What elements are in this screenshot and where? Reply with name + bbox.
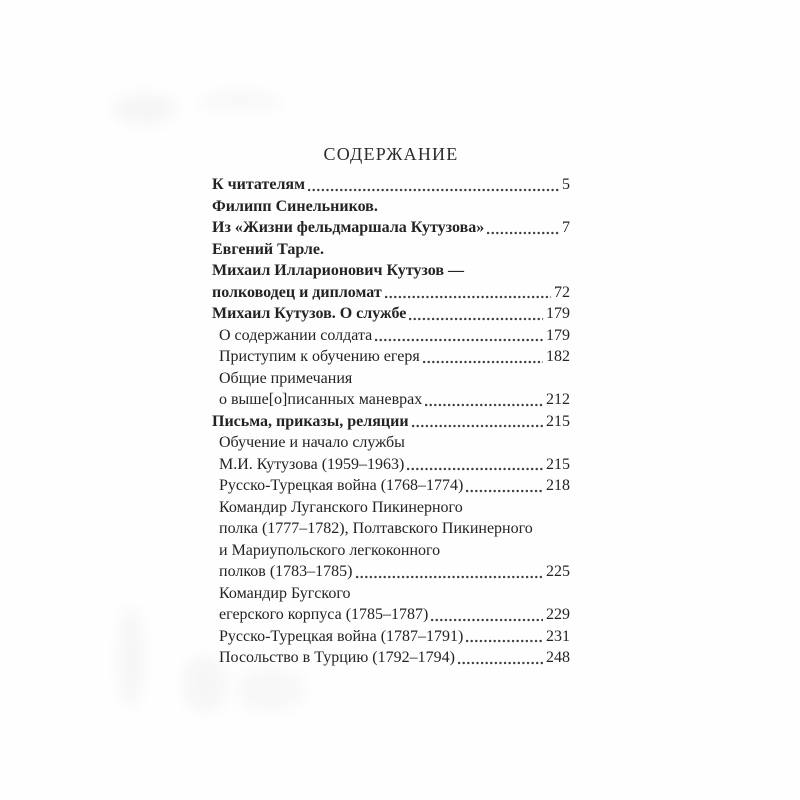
toc-entry-page-number: 212 [546,391,570,408]
dot-leader [375,339,543,342]
toc-entry [212,475,570,497]
toc-entry-page-number: 229 [546,606,570,623]
toc-entry-page-number: 7 [562,219,570,236]
toc-entry [212,454,570,476]
toc-entry-page-number: 248 [546,649,570,666]
toc-entry-label: Евгений Тарле. [212,240,324,258]
toc-entry-label: Командир Луганского Пикинерного [219,498,463,516]
toc-title: СОДЕРЖАНИЕ [323,144,459,164]
toc-entry [212,411,570,433]
dot-leader [466,489,543,492]
toc-entry [212,303,570,325]
toc-entry [212,626,570,648]
toc-entry-page-number: 72 [554,283,570,301]
toc-entry [212,497,570,519]
toc-entry-label: К читателям [212,176,305,193]
toc-entry [212,432,570,454]
toc-entry-label: и Мариупольского легкоконного [219,541,441,559]
dot-leader [466,640,543,643]
toc-entry-label: полководец и дипломат [212,283,382,301]
toc-entry-list [212,174,570,669]
toc-entry [212,389,570,411]
dot-leader [423,360,543,363]
toc-entry [212,217,570,239]
toc-entry-page-number: 182 [546,348,570,365]
toc-entry-label: О содержании солдата [219,326,373,344]
dot-leader [308,188,559,191]
toc-entry [212,260,570,282]
dot-leader [425,403,543,406]
dot-leader [407,468,543,471]
toc-entry-label: Михаил Илларионович Кутузов — [212,262,464,279]
toc-entry-label: Письма, приказы, реляции [212,412,409,430]
scan-smudge [196,92,284,110]
dot-leader [385,296,551,299]
toc-entry-label: Общие примечания [219,369,353,387]
toc-entry [212,346,570,368]
toc-entry-page-number: 225 [546,563,570,580]
toc-entry-label: полка (1777–1782), Полтавского Пикинерного [219,520,533,537]
scan-smudge [236,668,306,712]
table-of-contents [212,144,570,669]
toc-entry-page-number: 215 [546,455,570,473]
toc-entry [212,368,570,390]
toc-entry [212,540,570,562]
toc-entry-label: Командир Бугского [219,584,351,602]
toc-entry-label: Обучение и начало службы [219,434,405,451]
toc-entry [212,583,570,605]
dot-leader [356,575,543,578]
dot-leader [412,425,543,428]
toc-entry-page-number: 218 [546,477,570,494]
toc-entry-label: егерского корпуса (1785–1787) [219,606,429,623]
toc-entry-label: Русско-Турецкая война (1768–1774) [219,477,464,494]
toc-entry-label: Филипп Синельников. [212,197,378,215]
dot-leader [458,661,543,664]
toc-entry-label: Посольство в Турцию (1792–1794) [219,649,455,666]
toc-entry [212,325,570,347]
toc-entry [212,239,570,261]
toc-entry-label: Из «Жизни фельдмаршала Кутузова» [212,219,485,236]
dot-leader [487,231,559,234]
toc-entry [212,604,570,626]
toc-entry-page-number: 215 [546,412,570,430]
toc-entry-label: полков (1783–1785) [219,563,353,580]
scan-smudge [118,608,144,708]
scan-smudge [113,94,177,124]
toc-entry-label: Приступим к обучению егеря [219,348,420,365]
toc-entry-page-number: 179 [546,326,570,344]
toc-entry-page-number: 179 [546,305,570,322]
toc-entry-label: М.И. Кутузова (1959–1963) [219,455,405,473]
toc-entry [212,647,570,669]
toc-entry [212,518,570,540]
toc-entry-label: Михаил Кутузов. О службе [212,305,407,322]
toc-entry [212,282,570,304]
toc-entry-page-number: 5 [562,176,570,193]
dot-leader [409,317,543,320]
toc-entry [212,561,570,583]
toc-entry-page-number: 231 [546,627,570,645]
toc-entry-label: Русско-Турецкая война (1787–1791) [219,627,464,645]
toc-entry-label: о выше[о]писанных маневрах [219,391,423,408]
dot-leader [431,618,543,621]
toc-entry [212,196,570,218]
toc-entry [212,174,570,196]
